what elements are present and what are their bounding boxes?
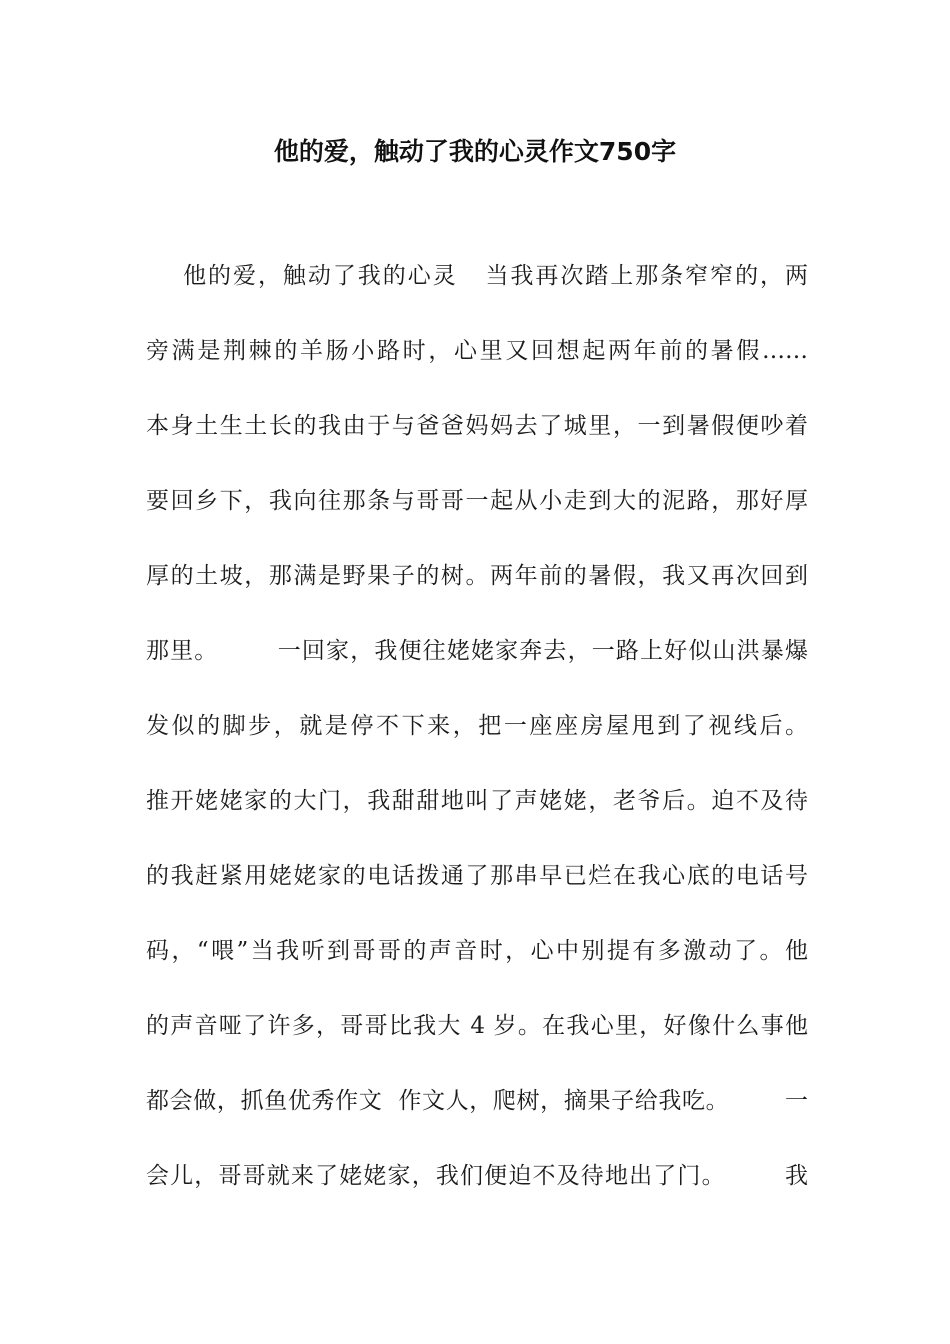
body-line: 会儿，哥哥就来了姥姥家，我们便迫不及待地出了门。 我 <box>146 1163 808 1189</box>
body-line: 都会做，抓鱼优秀作文 作文人，爬树，摘果子给我吃。 一 <box>146 1088 808 1114</box>
body-line: 厚的土坡，那满是野果子的树。两年前的暑假，我又再次回到 <box>146 563 808 589</box>
body-line: 本身土生土长的我由于与爸爸妈妈去了城里，一到暑假便吵着 <box>146 413 808 439</box>
document-body <box>146 258 808 1233</box>
body-line: 他的爱，触动了我的心灵 当我再次踏上那条窄窄的，两 <box>146 263 808 289</box>
body-line: 那里。 一回家，我便往姥姥家奔去，一路上好似山洪暴爆 <box>146 638 808 664</box>
body-line: 的我赶紧用姥姥家的电话拨通了那串早已烂在我心底的电话号 <box>146 863 808 889</box>
body-line: 的声音哑了许多，哥哥比我大 4 岁。在我心里，好像什么事他 <box>146 1013 808 1039</box>
body-line: 码，“喂”当我听到哥哥的声音时，心中别提有多激动了。他 <box>146 938 808 964</box>
body-line: 推开姥姥家的大门，我甜甜地叫了声姥姥，老爷后。迫不及待 <box>146 788 808 814</box>
body-line: 发似的脚步，就是停不下来，把一座座房屋甩到了视线后。 <box>146 713 808 739</box>
body-line: 旁满是荆棘的羊肠小路时，心里又回想起两年前的暑假…… <box>146 338 808 364</box>
document-title: 他的爱，触动了我的心灵作文750字 <box>273 137 677 166</box>
body-line: 要回乡下，我向往那条与哥哥一起从小走到大的泥路，那好厚 <box>146 488 808 514</box>
